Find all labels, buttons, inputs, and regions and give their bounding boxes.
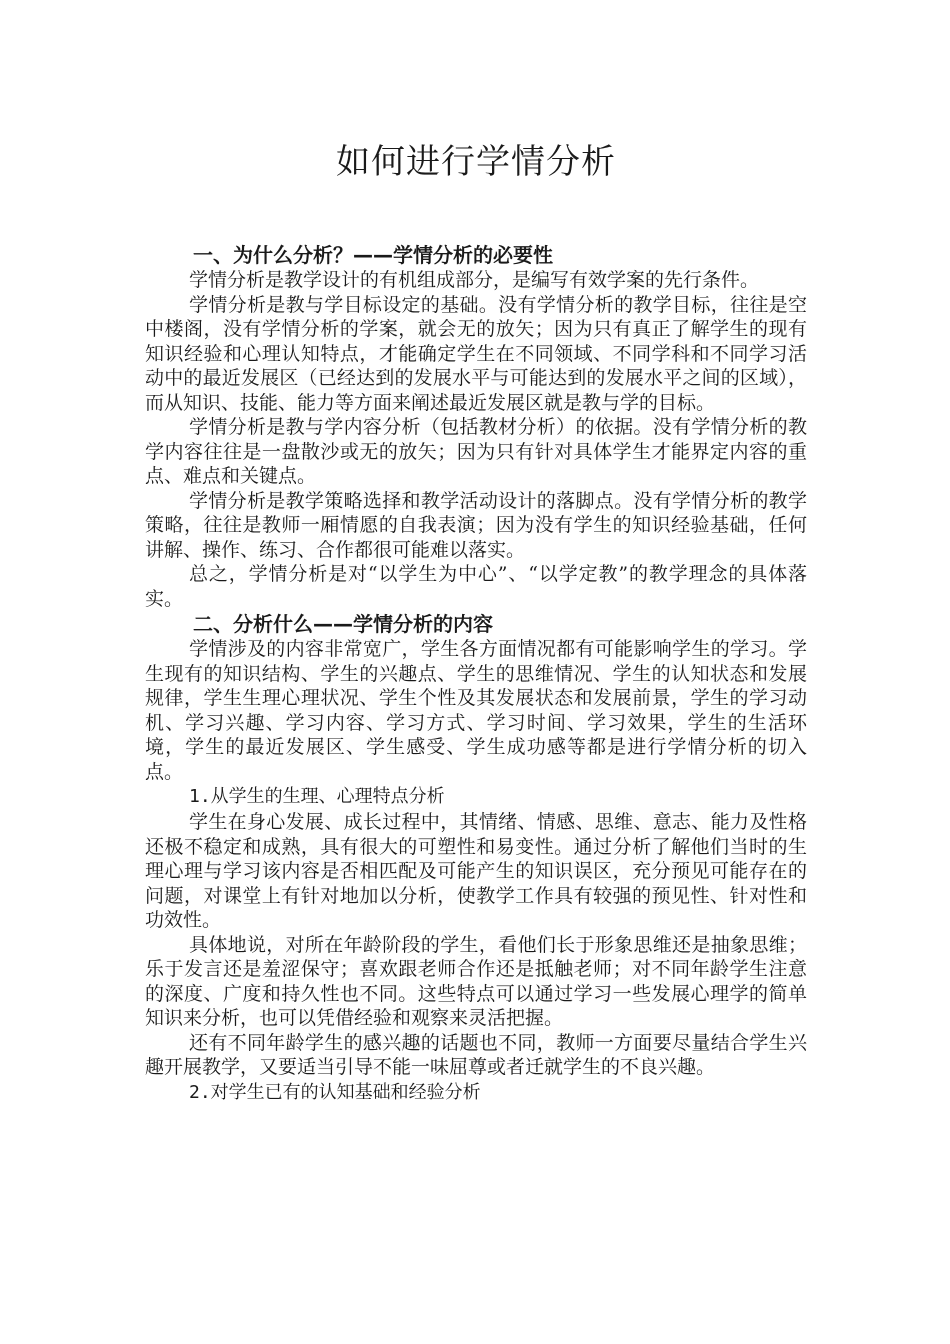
paragraph: 具体地说，对所在年龄阶段的学生，看他们长于形象思维还是抽象思维；乐于发言还是羞涩保守；喜欢跟老师合作还是抵触老师；对不同年龄学生注意的深度、广度和持久性也不同。这些特点可以通过学习一些发展心理学的简单知识来分析，也可以凭借经验和观察来灵活把握。	[145, 933, 807, 1029]
paragraph: 学情涉及的内容非常宽广，学生各方面情况都有可能影响学生的学习。学生现有的知识结构、学生的兴趣点、学生的思维情况、学生的认知状态和发展规律，学生生理心理状况、学生个性及其发展状态和发展前景，学生的学习动机、学习兴趣、学习内容、学习方式、学习时间、学习效果，学生的生活环境，学生的最近发展区、学生感受、学生成功感等都是进行学情分析的切入点。	[145, 638, 807, 783]
paragraph: 学生在身心发展、成长过程中，其情绪、情感、思维、意志、能力及性格还极不稳定和成熟，具有很大的可塑性和易变性。通过分析了解他们当时的生理心理与学习该内容是否相匹配及可能产生的知识误区，充分预见可能存在的问题，对课堂上有针对地加以分析，使教学工作具有较强的预见性、针对性和功效性。	[145, 811, 807, 931]
section-heading-why: 一、为什么分析？——学情分析的必要性	[193, 243, 553, 267]
paragraph: 还有不同年龄学生的感兴趣的话题也不同，教师一方面要尽量结合学生兴趣开展教学，又要适当引导不能一味屈尊或者迁就学生的不良兴趣。	[145, 1031, 807, 1078]
paragraph: 学情分析是教与学内容分析（包括教材分析）的依据。没有学情分析的教学内容往往是一盘散沙或无的放矢；因为只有针对具体学生才能界定内容的重点、难点和关键点。	[145, 416, 807, 487]
paragraph: 学情分析是教学策略选择和教学活动设计的落脚点。没有学情分析的教学策略，往往是教师一厢情愿的自我表演；因为没有学生的知识经验基础，任何讲解、操作、练习、合作都很可能难以落实。	[145, 489, 807, 561]
section-heading-what: 二、分析什么——学情分析的内容	[193, 612, 493, 636]
subsection-heading: 2.对学生已有的认知基础和经验分析	[189, 1081, 481, 1103]
paragraph: 总之，学情分析是对“以学生为中心”、“以学定教”的教学理念的具体落实。	[145, 563, 807, 610]
document-title: 如何进行学情分析	[336, 142, 616, 182]
subsection-heading: 1.从学生的生理、心理特点分析	[189, 786, 445, 807]
paragraph: 学情分析是教与学目标设定的基础。没有学情分析的教学目标，往往是空中楼阁，没有学情分析的学案，就会无的放矢；因为只有真正了解学生的现有知识经验和心理认知特点，才能确定学生在不同领域、不同学科和不同学习活动中的最近发展区（已经达到的发展水平与可能达到的发展水平之间的区域），而从知识、技能、能力等方面来阐述最近发展区就是教与学的目标。	[145, 293, 807, 414]
paragraph: 学情分析是教学设计的有机组成部分，是编写有效学案的先行条件。	[189, 269, 760, 291]
document-page	[145, 140, 807, 1106]
